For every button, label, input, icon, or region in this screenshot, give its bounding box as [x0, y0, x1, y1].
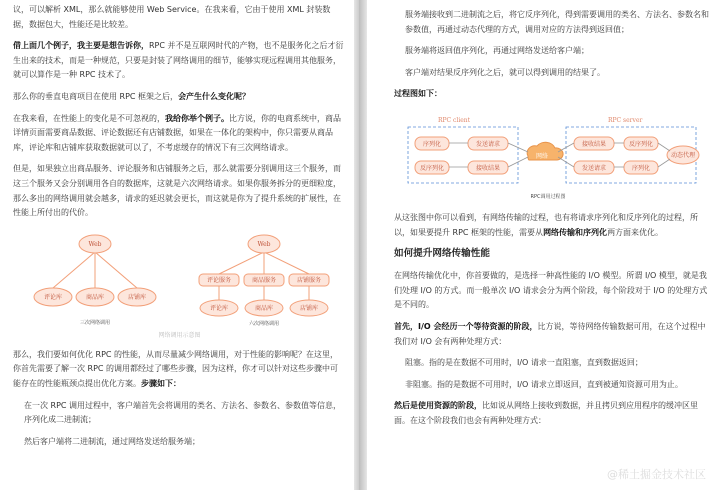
- paragraph-4: [13, 112, 346, 156]
- step-1: 在一次 RPC 调用过程中，客户端首先会将调用的类名、方法名、参数名、参数值等信息，序列化成二进制流；: [24, 400, 342, 425]
- paragraph-3-text: 那么你的垂直电商项目在使用 RPC 框架之后，: [13, 91, 179, 101]
- client-deserialize-node: 反序列化: [419, 164, 445, 172]
- paragraph-4-text-c: 比方说，你的电商系统中，商品详情页面需要商品数据、评论数据还有店铺数据，如果在一体化的架构中，你只需要从商品库，评论库和店铺库获取数据就可以了，不考虑缓存的情况下有三次网络请求。: [13, 113, 341, 152]
- paragraph-r7-text: 比方说，等待网络传输数据可用，在这个过程中我们对 I/O 会有两种处理方式：: [394, 321, 706, 346]
- paragraph-3-bold: 会产生什么变化呢？: [178, 91, 251, 101]
- rpc-process-svg: [398, 109, 708, 201]
- three-calls-caption: 三次网络调用: [79, 319, 110, 326]
- shop-db-node-2: 店铺库: [299, 304, 318, 312]
- paragraph-r6: 在网络传输优化中，你首要做的，是选择一种高性能的 I/O 模型。所谓 I/O 模型，就是我们处理 I/O 的方式。而一般单次 I/O 请求会分为两个阶段，每个阶段对于 I/O 的处理方式是不同的。: [394, 271, 708, 310]
- paragraph-r5-text-c: 两方面来优化。: [607, 227, 664, 237]
- comment-service-node: 评论服务: [206, 276, 231, 284]
- paragraph-r5-text-a: 从这张图中你可以看到，有网络传输的过程，也有将请求序列化和反序列化的过程，所以，如果要提升 RPC 框架的性能，需要从: [394, 212, 698, 237]
- client-serialize-node: 序列化: [422, 140, 442, 148]
- diagram-caption: 网络调用示意图: [158, 331, 201, 339]
- paragraph-r7: [394, 320, 712, 349]
- comment-db-node-2: 评论库: [209, 304, 228, 312]
- rpc-process-diagram: [394, 109, 712, 205]
- server-send-node: 发送请求: [581, 164, 607, 172]
- comment-db-node: 评论库: [43, 293, 62, 301]
- server-recv-node: 接收结果: [581, 140, 607, 148]
- web-node: Web: [87, 240, 102, 248]
- paragraph-r10-bold: 然后是使用资源的阶段，: [394, 401, 482, 411]
- left-page: [0, 0, 354, 490]
- paragraph-4-text-a: 在我来看，在性能上的变化是不可忽视的，: [13, 113, 165, 123]
- goods-service-node: 商品服务: [251, 276, 276, 284]
- network-call-diagram: [13, 228, 346, 340]
- goods-db-node: 商品库: [85, 293, 104, 301]
- right-page: [367, 0, 720, 490]
- goods-db-node-2: 商品库: [254, 304, 273, 312]
- paragraph-5: 但是，如果独立出商品服务、评论服务和店铺服务之后，那么就需要分别调用这三个服务，而这三个服务又会分别调用各自的数据库，这就是六次网络请求。如果你服务拆分的更细粒度，那么多出的网络调用就会越多，请求的延迟就会更长，而这就是你为了提升系统的扩展性，在性能上所付出的代价。: [13, 164, 341, 218]
- paragraph-r5: [394, 211, 712, 240]
- network-cloud-label: 网络: [535, 152, 549, 160]
- nonblocking-item: 非阻塞。指的是数据不可用时，I/O 请求立即返回，直到被通知资源可用为止。: [405, 379, 683, 389]
- step-5: 客户端对结果反序列化之后，就可以得到调用的结果了。: [405, 67, 605, 77]
- blocking-item: 阻塞。指的是在数据不可用时，I/O 请求一直阻塞，直到数据返回；: [405, 358, 643, 368]
- paragraph-6-bold: 步骤如下：: [141, 378, 181, 388]
- paragraph-2-text: RPC 并不是互联网时代的产物，也不是服务化之后才衍生出来的技术，而是一种规范，只要是封装了网络调用的细节，能够实现远程调用其他服务，就可以算作是一种 RPC 技术了。: [13, 41, 344, 80]
- process-label: [394, 87, 712, 102]
- paragraph-r5-bold: 网络传输和序列化: [543, 227, 608, 237]
- server-deserialize-node: 反序列化: [628, 140, 654, 148]
- paragraph-2: [13, 39, 346, 83]
- six-calls-caption: 六次网络调用: [248, 320, 279, 327]
- paragraph-4-bold: 我给你举个例子。: [165, 113, 229, 123]
- dynamic-proxy-node: 动态代理: [670, 151, 696, 159]
- paragraph-r10: [394, 399, 712, 428]
- web-node-2: Web: [256, 240, 271, 248]
- process-label-bold: 过程图如下：: [394, 89, 442, 99]
- shop-service-node: 店铺服务: [296, 276, 321, 284]
- paragraph-3: [13, 90, 346, 105]
- watermark: @稀土掘金技术社区: [607, 468, 706, 481]
- server-serialize-node: 序列化: [631, 164, 651, 172]
- paragraph-r10-text: 比如说从网络上接收到数据，并且拷贝到应用程序的缓冲区里面。在这个阶段我们也会有两种处理方式：: [394, 401, 698, 425]
- rpc-diagram-caption: RPC调用过程图: [530, 193, 566, 200]
- step-2: 然后客户端将二进制流，通过网络发送给服务端；: [24, 436, 200, 446]
- rpc-client-label: RPC client: [438, 116, 471, 124]
- rpc-server-label: RPC server: [608, 116, 643, 124]
- client-recv-node: 接收结果: [475, 164, 501, 172]
- paragraph-6-text: 那么，我们要如何优化 RPC 的性能，从而尽量减少网络调用，对于性能的影响呢？在这里，你首先需要了解一次 RPC 的调用都经过了哪些步骤，因为这样，你才可以针对这些步骤中可能存在的性能瓶颈点提出优化方案。: [13, 349, 339, 388]
- paragraph-1: 议，可以解析 XML，那么就能够使用 Web Service。在我来看，它由于使用 XML 封装数据，数据包大，性能还是比较差。: [13, 5, 331, 29]
- network-call-svg: [15, 228, 345, 330]
- paragraph-6: [13, 348, 346, 392]
- paragraph-r7-bold: 首先，I/O 会经历一个等待资源的阶段，: [394, 321, 538, 331]
- paragraph-2-bold: 借上面几个例子，我主要是想告诉你，: [13, 41, 149, 51]
- client-send-node: 发送请求: [475, 140, 501, 148]
- step-3: 服务端接收到二进制流之后，将它反序列化，得到需要调用的类名、方法名、参数名和参数值，再通过动态代理的方式，调用对应的方法得到返回值；: [405, 10, 709, 34]
- shop-db-node: 店铺库: [127, 293, 146, 301]
- step-4: 服务端将返回值序列化，再通过网络发送给客户端；: [405, 46, 589, 56]
- section-heading: 如何提升网络传输性能: [394, 248, 490, 260]
